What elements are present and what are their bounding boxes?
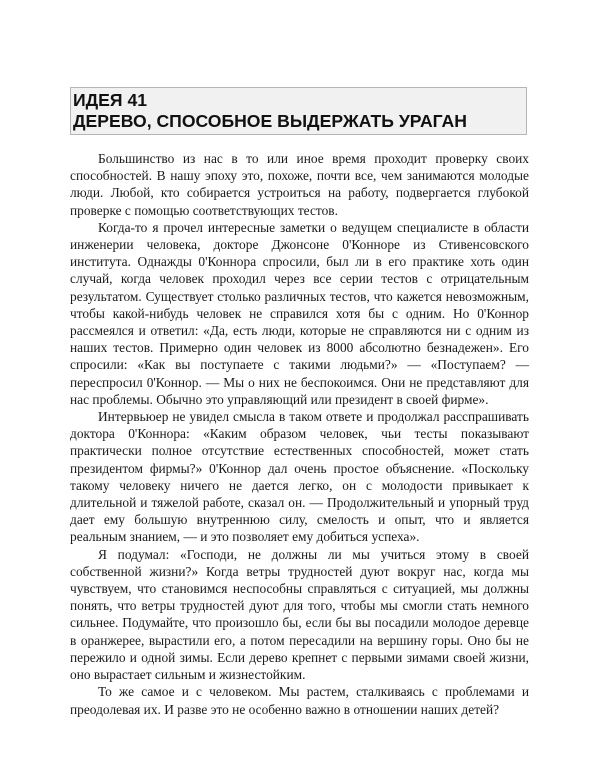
- chapter-body: [70, 150, 529, 718]
- paragraph: Когда-то я прочел интересные заметки о ведущем специалисте в области инженерии человека, докторе Джонсоне 0'Конноре из Стивенсовского института. Однажды 0'Коннора спросили, был ли в его практике хоть один случай, когда человек проходил через все серии тестов с отрицательным результатом. Существует столько различных тестов, что кажется невозможным, чтобы какой-нибудь человек не справился хотя бы с одним. Но 0'Коннор рассмеялся и ответил: «Да, есть люди, которые не справляются ни с одним из наших тестов. Примерно один человек из 8000 абсолютно безнадежен». Его спросили: «Как вы поступаете с такими людьми?» — «Поступаем? — переспросил 0'Коннор. — Мы о них не беспокоимся. Они не представляют для нас проблемы. Обычно это управляющий или президент в своей фирме».: [70, 219, 529, 407]
- paragraph: То же самое и с человеком. Мы растем, сталкиваясь с проблемами и преодолевая их. И разве это не особенно важно в отношении наших детей?: [70, 684, 529, 717]
- paragraph: Интервьюер не увидел смысла в таком ответе и продолжал расспрашивать доктора 0'Коннора: «Каким образом человек, чьи тесты показывают практически полное отсутствие естественных способностей, может стать президентом фирмы?» 0'Коннор дал очень простое объяснение. «Поскольку такому человеку ничего не дается легко, он с молодости привыкает к длительной и тяжелой работе, сказал он. — Продолжительный и упорный труд дает ему большую внутреннюю силу, смелость и опыт, что и является реальным знанием, — и это позволяет ему добиться успеха».: [70, 409, 529, 545]
- idea-number: ИДЕЯ 41: [73, 90, 148, 110]
- paragraph: Я подумал: «Господи, не должны ли мы учиться этому в своей собственной жизни?» Когда ветры трудностей дуют вокруг нас, когда мы чувствуем, что становимся неспособны справляться с ситуацией, мы должны понять, что ветры трудностей дуют для того, чтобы мы смогли стать немного сильнее. Подумайте, что произошло бы, если бы вы посадили молодое деревце в оранжерее, вырастили его, а потом пересадили на вершину горы. Оно бы не пережило и одной зимы. Если дерево крепнет с первыми зимами своей жизни, оно вырастает сильным и жизнестойким.: [70, 546, 529, 683]
- chapter-title: ДЕРЕВО, СПОСОБНОЕ ВЫДЕРЖАТЬ УРАГАН: [73, 111, 467, 131]
- paragraph: Большинство из нас в то или иное время проходит проверку своих способностей. В нашу эпоху это, похоже, почти все, чем занимаются молодые люди. Любой, кто собирается устроиться на работу, подвергается глубокой проверке с помощью соответствующих тестов.: [70, 151, 529, 218]
- chapter-header: [70, 87, 527, 135]
